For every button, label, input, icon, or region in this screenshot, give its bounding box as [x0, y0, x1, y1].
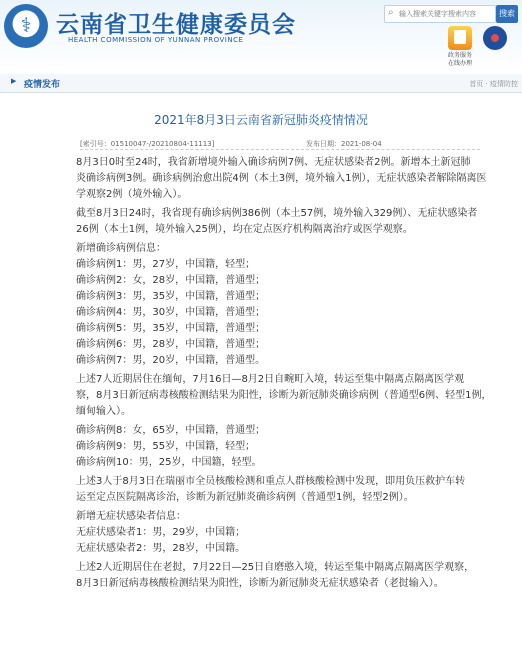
article-paragraph-line: 新增确诊病例信息： — [76, 243, 166, 254]
index-number: [索引号：01510047-/2021080​4-11113] — [80, 140, 215, 148]
search-icon: ⌕ — [388, 7, 394, 18]
government-service-label[interactable]: 政务服务 在线办理 — [447, 52, 472, 67]
article-paragraph-line: 新增无症状感染者信息： — [76, 511, 186, 522]
site-title[interactable]: 云南省卫生健康委员会 — [56, 12, 296, 38]
article-paragraph-line: 确诊病例6：男，28岁，中国籍，普通型； — [76, 339, 266, 350]
search-input[interactable] — [399, 6, 491, 22]
publish-date: 发布日期：2021-08-04 — [306, 140, 382, 148]
article-paragraph-line: 上述3人于8月3日在瑞丽市全员核酸检测和重点人群核酸检测中发现，即用负压救护车转 — [76, 476, 466, 487]
article-meta — [80, 139, 480, 150]
article-paragraph-line: 炎确诊病例3例。确诊病例治愈出院4例（本土3例，境外输入1例），无症状感染者解除隔离医 — [76, 173, 487, 184]
article-paragraph-line: 察，8月3日新冠病毒核酸检测结果为阳性，诊断为新冠肺炎确诊病例（普通型6例、轻型1例， — [76, 390, 492, 401]
globe-icon[interactable] — [483, 26, 507, 50]
article-paragraph-line: 确诊病例8：女，65岁，中国籍，普通型； — [76, 425, 266, 436]
article-paragraph-line: 确诊病例10：男，25岁，中国籍，轻型。 — [76, 457, 262, 468]
article-paragraph-line: 26例（本土1例，境外输入25例），均在定点医疗机构隔离治疗或医学观察。 — [76, 224, 413, 235]
article-title: 2021年8月3日云南省新冠肺炎疫情情况 — [154, 113, 368, 127]
article-paragraph-line: 确诊病例3：男，35岁，中国籍，普通型； — [76, 291, 266, 302]
breadcrumb[interactable]: 首页 · 疫情防控 — [469, 80, 518, 88]
health-emblem-logo[interactable] — [4, 4, 48, 48]
site-header — [0, 0, 522, 72]
article-paragraph-line: 确诊病例5：男，35岁，中国籍，普通型； — [76, 323, 266, 334]
article-paragraph-line: 无症状感染者2：男，28岁，中国籍。 — [76, 543, 246, 554]
article-paragraph-line: 上述7人近期居住在缅甸，7月16日—8月2日自畹町入境，转运至集中隔离点隔离医学观 — [76, 374, 465, 385]
article-paragraph-line: 确诊病例7：男，20岁，中国籍，普通型。 — [76, 355, 266, 366]
article-paragraph-line: 确诊病例4：男，30岁，中国籍，普通型； — [76, 307, 266, 318]
article-paragraph-line: 截至8月3日24时，我省现有确诊病例386例（本土57例，境外输入329例）、无症状感染者 — [76, 208, 478, 219]
search-button[interactable]: 搜索 — [496, 5, 518, 23]
article-paragraph-line: 确诊病例9：男，55岁，中国籍，轻型； — [76, 441, 256, 452]
article-paragraph-line: 8月3日0时至24时，我省新增境外输入确诊病例7例、无症状感染者2例。新增本土新冠肺 — [76, 157, 471, 168]
article-paragraph-line: 学观察2例（境外输入）。 — [76, 189, 188, 200]
article-paragraph-line: 缅甸输入）。 — [76, 406, 131, 417]
article-paragraph-line: 无症状感染者1：男，29岁，中国籍； — [76, 527, 246, 538]
government-service-icon[interactable] — [448, 26, 472, 50]
article-body — [76, 155, 522, 592]
search-box — [384, 5, 496, 23]
article-paragraph-line: 8月3日新冠病毒核酸检测结果为阳性，诊断为新冠肺炎无症状感染者（老挝输入）。 — [76, 578, 444, 589]
article-paragraph-line: 运至定点医院隔离诊治，诊断为新冠肺炎确诊病例（普通型1例，轻型2例）。 — [76, 492, 414, 503]
article-paragraph-line: 确诊病例1：男，27岁，中国籍，轻型； — [76, 259, 256, 270]
current-section-label[interactable]: 疫情发布 — [24, 80, 61, 90]
article-paragraph-line: 确诊病例2：女，28岁，中国籍，普通型； — [76, 275, 266, 286]
caduceus-icon: ⚕ — [20, 13, 32, 37]
site-subtitle: HEALTH COMMISSION OF YUNNAN PROVINCE — [68, 36, 244, 44]
section-nav-bar — [0, 74, 522, 93]
play-arrow-icon: ▶ — [11, 77, 17, 85]
article-paragraph-line: 上述2人近期居住在老挝，7月22日—25日自磨憨入境，转运至集中隔离点隔离医学观察， — [76, 562, 475, 573]
